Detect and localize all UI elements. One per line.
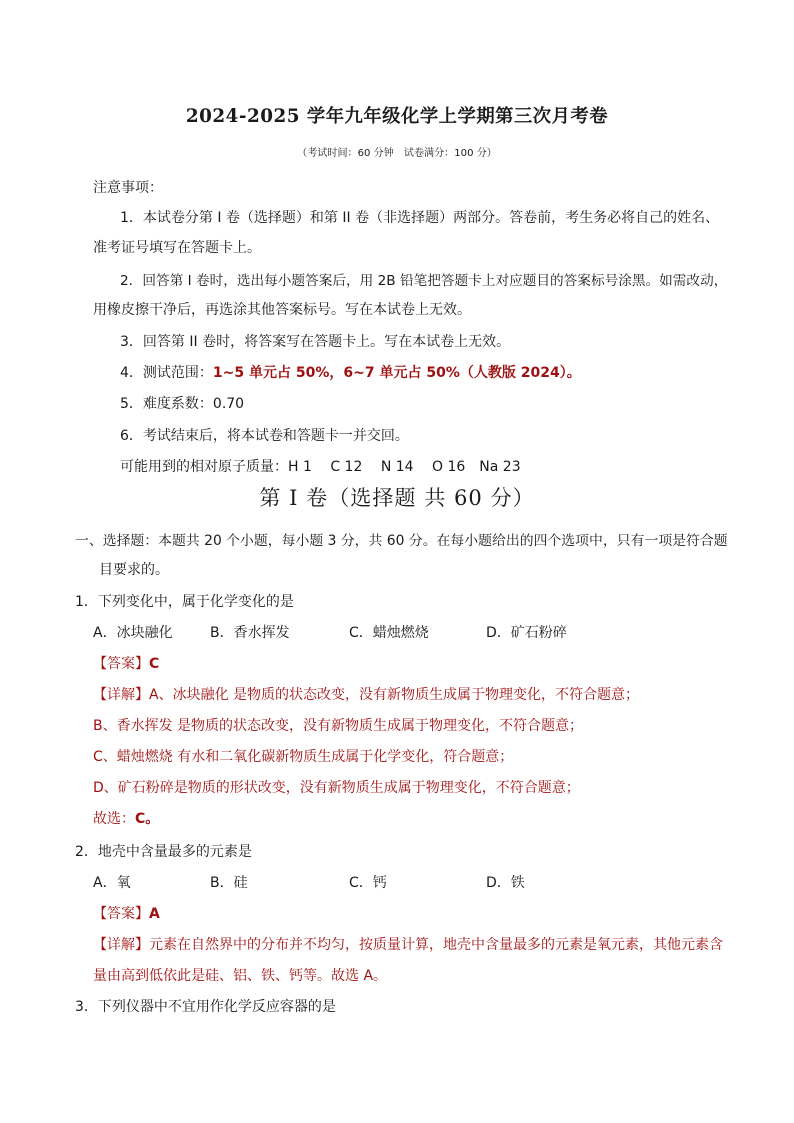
question-1-detail-line-4: D、矿石粉碎是物质的形状改变，没有新物质生成属于物理变化，不符合题意； — [93, 780, 580, 796]
notice-item-1-line-1: 1．本试卷分第 I 卷（选择题）和第 II 卷（非选择题）两部分。答卷前，考生务必将自己的姓名、 — [120, 210, 720, 226]
detail-text: A、冰块融化 是物质的状态改变，没有新物质生成属于物理变化，不符合题意； — [149, 687, 640, 703]
notice-item-4 — [120, 362, 581, 382]
answer-label: 【答案】 — [93, 656, 149, 672]
section-intro-line-2: 目要求的。 — [99, 562, 169, 578]
question-1-option-a: A．冰块融化 — [93, 625, 173, 641]
notice-item-3: 3．回答第 II 卷时，将答案写在答题卡上。写在本试卷上无效。 — [120, 334, 511, 350]
question-2-option-c: C．钙 — [349, 875, 387, 891]
detail-text: 元素在自然界中的分布并不均匀，按质量计算，地壳中含量最多的元素是氧元素，其他元素含 — [149, 937, 723, 953]
atomic-mass-line: 可能用到的相对原子质量：H 1 C 12 N 14 O 16 Na 23 — [120, 459, 521, 475]
answer-value: A — [149, 906, 160, 922]
conclusion-prefix: 故选： — [93, 811, 135, 827]
notice-item-5: 5．难度系数：0.70 — [120, 396, 245, 412]
conclusion-value: C。 — [135, 811, 160, 827]
test-range-highlight: 1~5 单元占 50%，6~7 单元占 50%（人教版 2024）。 — [212, 365, 581, 381]
question-2-option-b: B．硅 — [210, 875, 248, 891]
answer-label: 【答案】 — [93, 906, 149, 922]
detail-label: 【详解】 — [93, 937, 149, 953]
section-intro-line-1: 一、选择题：本题共 20 个小题，每小题 3 分，共 60 分。在每小题给出的四个选项中，只有一项是符合题 — [75, 533, 728, 549]
notice-item-1-line-2: 准考证号填写在答题卡上。 — [93, 240, 261, 256]
question-1-option-c: C．蜡烛燃烧 — [349, 625, 429, 641]
detail-label: 【详解】 — [93, 687, 149, 703]
exam-subtitle: （考试时间：60 分钟 试卷满分：100 分） — [297, 148, 497, 159]
notice-item-2-line-2: 用橡皮擦干净后，再选涂其他答案标号。写在本试卷上无效。 — [93, 302, 471, 318]
answer-value: C — [149, 656, 160, 672]
notice-item-4-prefix: 4．测试范围： — [120, 365, 213, 381]
question-2-stem: 2．地壳中含量最多的元素是 — [75, 844, 252, 860]
exam-title: 2024-2025 学年九年级化学上学期第三次月考卷 — [185, 106, 609, 127]
question-1-answer — [93, 653, 159, 673]
question-2-detail-line-1 — [93, 934, 723, 954]
question-2-option-d: D．铁 — [486, 875, 525, 891]
question-1-detail-line-3: C、蜡烛燃烧 有水和二氧化碳新物质生成属于化学变化，符合题意； — [93, 749, 514, 765]
notice-heading: 注意事项： — [93, 180, 163, 196]
section-title: 第 I 卷（选择题 共 60 分） — [259, 485, 535, 510]
question-2-option-a: A．氧 — [93, 875, 131, 891]
question-1-option-b: B．香水挥发 — [210, 625, 290, 641]
question-1-conclusion — [93, 808, 159, 828]
question-3-stem: 3．下列仪器中不宜用作化学反应容器的是 — [75, 999, 336, 1015]
question-1-detail-line-2: B、香水挥发 是物质的状态改变，没有新物质生成属于物理变化，不符合题意； — [93, 718, 584, 734]
question-1-option-d: D．矿石粉碎 — [486, 625, 567, 641]
notice-item-2-line-1: 2．回答第 I 卷时，选出每小题答案后，用 2B 铅笔把答题卡上对应题目的答案标号涂黑。如需改动， — [120, 273, 728, 289]
question-2-answer — [93, 903, 160, 923]
question-2-detail-line-2: 量由高到低依此是硅、铝、铁、钙等。故选 A。 — [93, 968, 388, 984]
question-1-stem: 1．下列变化中，属于化学变化的是 — [75, 594, 294, 610]
question-1-detail-line-1 — [93, 684, 639, 704]
notice-item-6: 6．考试结束后，将本试卷和答题卡一并交回。 — [120, 428, 409, 444]
